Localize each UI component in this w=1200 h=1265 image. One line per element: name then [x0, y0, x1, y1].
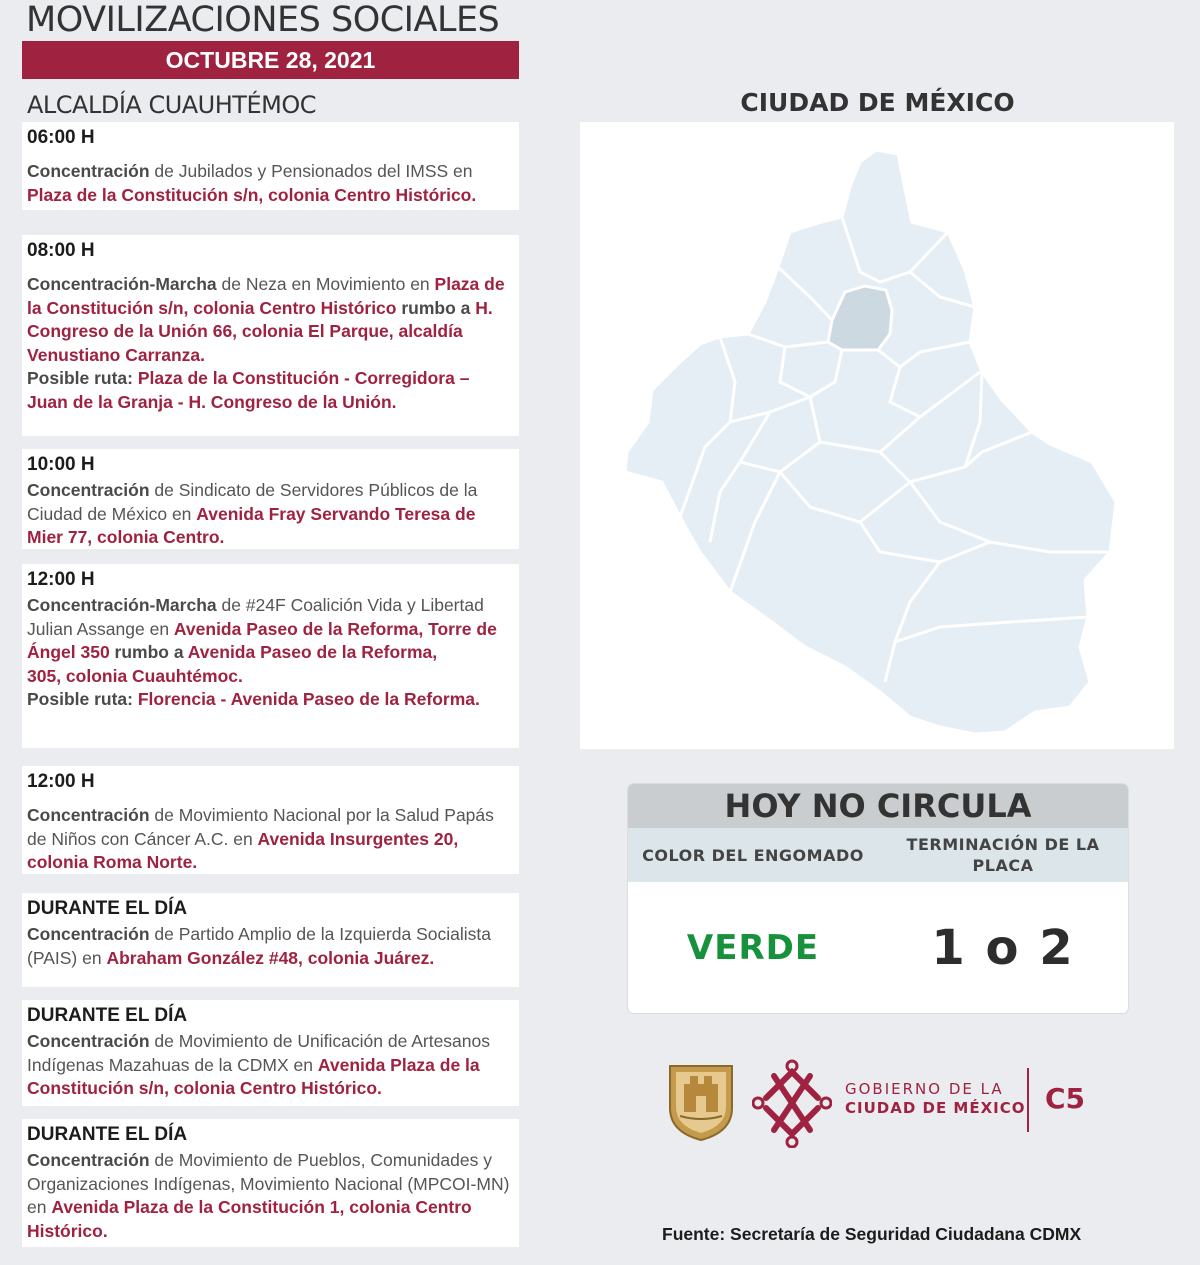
- event-time: 08:00 H: [27, 240, 95, 261]
- event-description: Concentración de Movimiento Nacional por la Salud Papás de Niños con Cáncer A.C. en Avenida Insurgentes 20, colonia Roma Norte.: [27, 805, 494, 872]
- event-description: Concentración-Marcha de #24F Coalición Vida y Libertad Julian Assange en Avenida Paseo de la Reforma, Torre de Ángel 350 rumbo a Avenida Paseo de la Reforma,: [27, 595, 497, 662]
- hoy-no-circula-values: [628, 882, 1128, 1013]
- event-time: 06:00 H: [27, 127, 95, 148]
- event-location: Avenida Fray Servando Teresa de Mier 77, colonia Centro.: [27, 503, 476, 547]
- event-location: Avenida Plaza de la Constitución 1, colonia Centro Histórico.: [27, 1197, 472, 1241]
- event-type: Concentración: [27, 161, 150, 181]
- event-type: Concentración: [27, 1031, 150, 1051]
- cdmx-government-emblem-icon: [752, 1058, 832, 1148]
- event-card: [22, 1119, 519, 1247]
- source-note: Fuente: Secretaría de Seguridad Ciudadana CDMX: [662, 1224, 1082, 1244]
- page-title: MOVILIZACIONES SOCIALES: [26, 0, 500, 40]
- cdmx-map: [580, 122, 1174, 749]
- logo-divider: [1027, 1068, 1029, 1132]
- event-type: Concentración: [27, 1150, 150, 1170]
- hoy-no-circula-headers: [628, 828, 1128, 882]
- event-description: Concentración de Partido Amplio de la Izquierda Socialista (PAIS) en Abraham González #48, colonia Juárez.: [27, 924, 491, 968]
- event-time: DURANTE EL DÍA: [27, 1005, 188, 1026]
- event-location: Plaza de la Constitución s/n, colonia Centro Histórico: [27, 274, 505, 318]
- event-description: Concentración de Jubilados y Pensionados del IMSS en Plaza de la Constitución s/n, colonia Centro Histórico.: [27, 161, 477, 205]
- event-type: Concentración: [27, 805, 150, 825]
- event-card: [22, 766, 519, 874]
- government-name: GOBIERNO DE LA CIUDAD DE MÉXICO: [845, 1080, 1026, 1117]
- event-card: [22, 893, 519, 987]
- event-description: Concentración-Marcha de Neza en Movimiento en Plaza de la Constitución s/n, colonia Centro Histórico rumbo a H. Congreso de la Unión 66, colonia El Parque, alcaldía Venustiano Carranza.: [27, 274, 505, 365]
- event-type: Concentración: [27, 924, 150, 944]
- event-description: Concentración de Movimiento de Pueblos, Comunidades y Organizaciones Indígenas, Movimiento Nacional (MPCOI-MN) en Avenida Plaza de la Constitución 1, colonia Centro Histórico.: [27, 1150, 510, 1241]
- event-time: 12:00 H: [27, 771, 95, 792]
- hoy-no-circula-title: HOY NO CIRCULA: [628, 784, 1128, 828]
- event-route: Posible ruta: Florencia - Avenida Paseo de la Reforma.: [27, 689, 480, 709]
- alcaldia-heading: ALCALDÍA CUAUHTÉMOC: [27, 91, 316, 119]
- event-location: Avenida Plaza de la Constitución s/n, colonia Centro Histórico.: [27, 1054, 480, 1098]
- cdmx-coat-of-arms-icon: [666, 1062, 736, 1142]
- cdmx-territory: [625, 150, 1116, 734]
- event-description: Concentración de Sindicato de Servidores Públicos de la Ciudad de México en Avenida Fray Servando Teresa de Mier 77, colonia Centro.: [27, 480, 478, 547]
- plate-ending-header: TERMINACIÓN DE LA PLACA: [906, 835, 1100, 875]
- event-location: Avenida Paseo de la Reforma, Torre de Ángel 350: [27, 618, 497, 662]
- event-time: DURANTE EL DÍA: [27, 898, 188, 919]
- event-type: Concentración-Marcha: [27, 274, 217, 294]
- event-card: 12:00 H Concentración-Marcha de #24F Coalición Vida y Libertad Julian Assange en Avenida Paseo de la Reforma, Torre de Ángel 350 rumbo a Avenida Paseo de la Reforma, 305, colonia Cuauhtémoc. Posible ruta: Florencia - Avenida Paseo de la Reforma.: [22, 564, 519, 748]
- date-banner: OCTUBRE 28, 2021: [22, 41, 519, 79]
- event-type: Concentración-Marcha: [27, 595, 217, 615]
- map-title: CIUDAD DE MÉXICO: [740, 88, 1015, 117]
- cdmx-map-graphic: [580, 122, 1174, 749]
- event-card: [22, 449, 519, 549]
- sticker-color-header: COLOR DEL ENGOMADO: [642, 845, 864, 865]
- event-destination: Avenida Paseo de la Reforma,: [187, 642, 438, 662]
- logos-footer: [660, 1058, 1120, 1148]
- event-location: Avenida Insurgentes 20, colonia Roma Norte.: [27, 828, 459, 872]
- c5-logo: C5: [1045, 1082, 1086, 1115]
- event-destination: H. Congreso de la Unión 66, colonia El Parque, alcaldía Venustiano Carranza.: [27, 297, 493, 365]
- event-route: Posible ruta: Plaza de la Constitución - Corregidora – Juan de la Granja - H. Congreso de la Unión.: [27, 368, 470, 412]
- event-time: DURANTE EL DÍA: [27, 1124, 188, 1145]
- event-time: 10:00 H: [27, 454, 95, 475]
- event-card: [22, 122, 519, 210]
- event-location: Abraham González #48, colonia Juárez.: [106, 947, 435, 968]
- plate-ending-value: 1 o 2: [931, 919, 1075, 976]
- event-card: [22, 235, 519, 436]
- event-time: 12:00 H: [27, 569, 95, 590]
- sticker-color-value: VERDE: [686, 927, 820, 968]
- event-description: Concentración de Movimiento de Unificación de Artesanos Indígenas Mazahuas de la CDMX en Avenida Plaza de la Constitución s/n, colonia Centro Histórico.: [27, 1031, 490, 1098]
- event-card: [22, 1000, 519, 1106]
- hoy-no-circula-panel: [628, 784, 1128, 1013]
- event-location: Plaza de la Constitución s/n, colonia Centro Histórico.: [27, 184, 477, 205]
- event-type: Concentración: [27, 480, 150, 500]
